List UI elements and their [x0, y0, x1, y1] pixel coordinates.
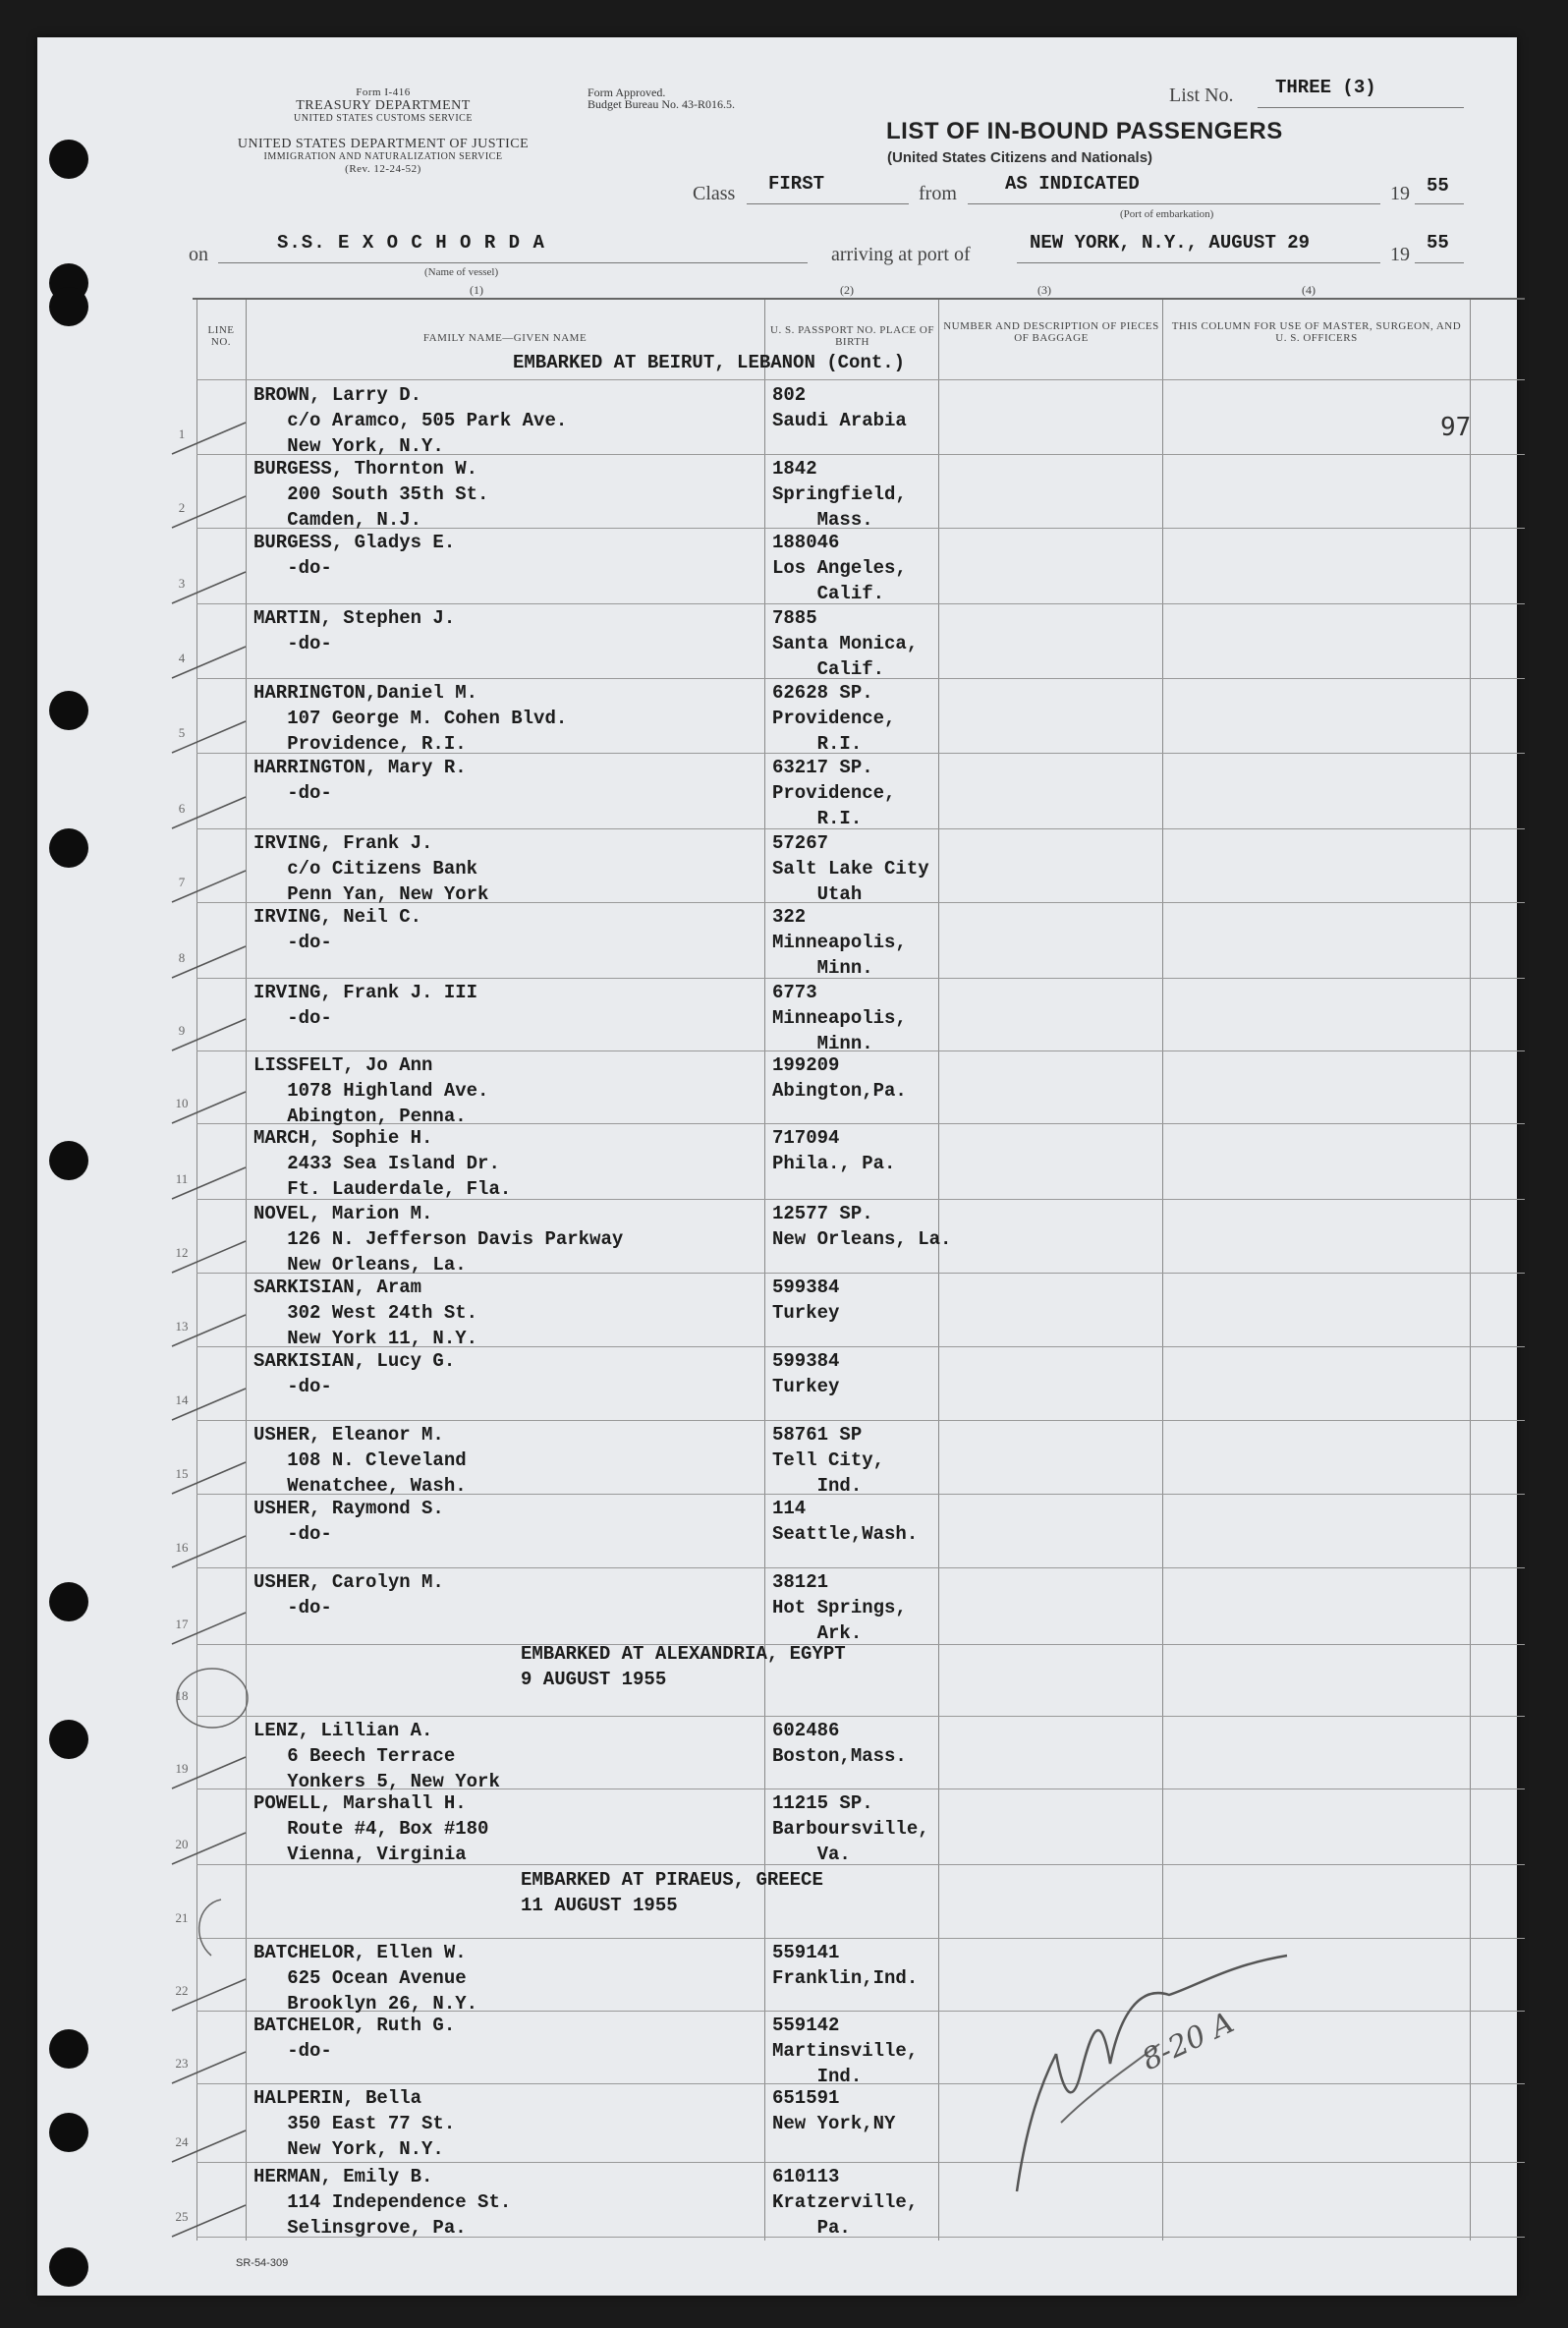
passenger-name: POWELL, Marshall H. Route #4, Box #180 Vienna, Virginia	[253, 1792, 489, 1865]
punch-hole	[49, 1582, 88, 1621]
line-number: 12	[175, 1245, 189, 1260]
check-mark	[167, 415, 255, 464]
passport-birthplace: 559142 Martinsville, Ind.	[772, 2015, 919, 2087]
passenger-name: BURGESS, Gladys E. -do-	[253, 532, 456, 579]
list-label: List No.	[1169, 85, 1234, 106]
line-number: 17	[175, 1617, 189, 1631]
col-officers: THIS COLUMN FOR USE OF MASTER, SURGEON, AND U. S. OFFICERS	[1171, 320, 1462, 344]
line-number: 24	[175, 2134, 189, 2149]
class-value: FIRST	[768, 173, 825, 195]
passport-birthplace: 62628 SP. Providence, R.I.	[772, 682, 896, 755]
check-mark	[167, 713, 255, 763]
check-mark	[167, 1528, 255, 1577]
header-rule	[196, 379, 1525, 380]
col-baggage: NUMBER AND DESCRIPTION OF PIECES OF BAGGAGE	[943, 320, 1159, 344]
line-number: 5	[178, 725, 186, 740]
line-number: 21	[175, 1910, 189, 1925]
passport-birthplace: 63217 SP. Providence, R.I.	[772, 757, 896, 829]
punch-hole	[49, 2029, 88, 2069]
vessel-name: S.S. E X O C H O R D A	[277, 232, 545, 254]
passport-birthplace: 58761 SP Tell City, Ind.	[772, 1424, 885, 1497]
check-mark	[167, 1749, 255, 1798]
line-number: 8	[178, 950, 186, 965]
punch-hole	[49, 287, 88, 326]
col-divider	[938, 300, 939, 2241]
year2-underline	[1415, 262, 1464, 263]
passport-birthplace: 1842 Springfield, Mass.	[772, 458, 907, 531]
class-underline	[747, 203, 909, 204]
passenger-name: NOVEL, Marion M. 126 N. Jefferson Davis Parkway New Orleans, La.	[253, 1203, 624, 1276]
passport-birthplace: 38121 Hot Springs, Ark.	[772, 1571, 907, 1644]
passport-birthplace: 802 Saudi Arabia	[772, 384, 907, 431]
year2-value: 55	[1427, 232, 1449, 254]
passenger-name: USHER, Eleanor M. 108 N. Cleveland Wenatchee, Wash.	[253, 1424, 467, 1497]
vessel-underline	[218, 262, 808, 263]
check-mark	[167, 1825, 255, 1874]
line-number: 3	[178, 576, 186, 591]
passenger-name: HALPERIN, Bella 350 East 77 St. New York, N.Y.	[253, 2087, 456, 2160]
passenger-name: BROWN, Larry D. c/o Aramco, 505 Park Ave. New York, N.Y.	[253, 384, 568, 457]
line-number: 23	[175, 2056, 189, 2071]
line-number: 9	[178, 1023, 186, 1038]
passenger-name: MARTIN, Stephen J. -do-	[253, 607, 456, 654]
class-label: Class	[693, 183, 736, 204]
passenger-name: SARKISIAN, Aram 302 West 24th St. New York 11, N.Y.	[253, 1277, 478, 1349]
col-name: FAMILY NAME—GIVEN NAME	[422, 332, 588, 344]
check-mark	[167, 863, 255, 912]
check-mark	[167, 488, 255, 538]
check-mark	[167, 1971, 255, 2020]
punch-hole	[49, 1141, 88, 1180]
on-label: on	[189, 244, 208, 265]
year-value: 55	[1427, 175, 1449, 197]
line-number: 15	[175, 1466, 189, 1481]
line-number: 22	[175, 1983, 189, 1998]
punch-hole	[49, 2113, 88, 2152]
list-underline	[1258, 107, 1464, 108]
col-divider	[764, 300, 765, 2241]
passenger-name: USHER, Carolyn M. -do-	[253, 1571, 444, 1618]
col-line-no: LINE NO.	[207, 324, 235, 348]
punch-hole	[49, 1720, 88, 1759]
row-divider	[196, 1567, 1525, 1568]
passenger-name: LENZ, Lillian A. 6 Beech Terrace Yonkers 5, New York	[253, 1720, 500, 1792]
year2-prefix: 19	[1390, 244, 1410, 265]
circled-line-number	[173, 1663, 252, 1732]
passenger-name: MARCH, Sophie H. 2433 Sea Island Dr. Ft. Lauderdale, Fla.	[253, 1127, 512, 1200]
passport-birthplace: 12577 SP. New Orleans, La.	[772, 1203, 952, 1250]
page-subtitle: (United States Citizens and Nationals)	[887, 149, 1153, 166]
check-mark	[167, 1381, 255, 1430]
check-mark	[167, 1160, 255, 1209]
from-underline	[968, 203, 1380, 204]
passport-birthplace: 188046 Los Angeles, Calif.	[772, 532, 907, 604]
passport-birthplace: 599384 Turkey	[772, 1350, 840, 1397]
colnum-1: (1)	[470, 283, 483, 297]
punch-hole	[49, 828, 88, 868]
approval-block: Form Approved. Budget Bureau No. 43-R016.5.	[588, 85, 735, 111]
arrival-port: NEW YORK, N.Y., AUGUST 29	[1030, 232, 1311, 254]
line-number: 20	[175, 1837, 189, 1851]
line-number: 4	[178, 651, 186, 665]
passenger-name: HARRINGTON,Daniel M. 107 George M. Cohen Blvd. Providence, R.I.	[253, 682, 568, 755]
passport-birthplace: 602486 Boston,Mass.	[772, 1720, 907, 1767]
circled-line-number	[187, 1895, 246, 1963]
passenger-name: BATCHELOR, Ellen W. 625 Ocean Avenue Brooklyn 26, N.Y.	[253, 1942, 478, 2015]
check-mark	[167, 2123, 255, 2172]
justice-block: UNITED STATES DEPARTMENT OF JUSTICE IMMIGRATION AND NATURALIZATION SERVICE (Rev. 12-24-52)	[237, 137, 530, 175]
check-mark	[167, 1011, 255, 1060]
passport-birthplace: 322 Minneapolis, Minn.	[772, 906, 907, 979]
punch-hole	[49, 140, 88, 179]
year-underline	[1415, 203, 1464, 204]
port-embark-note: (Port of embarkation)	[1120, 208, 1214, 220]
arriving-label: arriving at port of	[831, 244, 971, 265]
line-number: 16	[175, 1540, 189, 1555]
colnum-2: (2)	[840, 283, 854, 297]
line-number: 10	[175, 1096, 189, 1110]
passport-birthplace: 7885 Santa Monica, Calif.	[772, 607, 919, 680]
signature-text: 8-20 A	[1137, 2005, 1240, 2078]
col-passport: U. S. PASSPORT NO. PLACE OF BIRTH	[770, 324, 934, 348]
passenger-name: IRVING, Frank J. III -do-	[253, 982, 478, 1029]
passport-birthplace: 610113 Kratzerville, Pa.	[772, 2166, 919, 2239]
check-mark	[167, 1233, 255, 1282]
vessel-note: (Name of vessel)	[424, 266, 499, 278]
passenger-name: LISSFELT, Jo Ann 1078 Highland Ave. Abington, Penna.	[253, 1054, 489, 1127]
line-number: 6	[178, 801, 186, 816]
passport-birthplace: 11215 SP. Barboursville, Va.	[772, 1792, 929, 1865]
section-alexandria: EMBARKED AT ALEXANDRIA, EGYPT 9 AUGUST 1955	[521, 1643, 846, 1690]
passport-birthplace: 559141 Franklin,Ind.	[772, 1942, 919, 1989]
list-number: THREE (3)	[1275, 77, 1376, 98]
line-number: 1	[178, 426, 186, 441]
passenger-name: HERMAN, Emily B. 114 Independence St. Selinsgrove, Pa.	[253, 2166, 512, 2239]
check-mark	[167, 1454, 255, 1504]
line-number: 13	[175, 1319, 189, 1334]
check-mark	[167, 2197, 255, 2246]
passport-birthplace: 651591 New York,NY	[772, 2087, 896, 2134]
passenger-name: IRVING, Frank J. c/o Citizens Bank Penn Yan, New York	[253, 832, 489, 905]
year-prefix: 19	[1390, 183, 1410, 204]
passenger-name: BATCHELOR, Ruth G. -do-	[253, 2015, 456, 2062]
page-title: LIST OF IN-BOUND PASSENGERS	[886, 118, 1283, 144]
line-number: 2	[178, 500, 186, 515]
line-number: 18	[175, 1688, 189, 1703]
passenger-name: IRVING, Neil C. -do-	[253, 906, 422, 953]
passport-birthplace: 717094 Phila., Pa.	[772, 1127, 896, 1174]
colnum-3: (3)	[1037, 283, 1051, 297]
passenger-name: SARKISIAN, Lucy G. -do-	[253, 1350, 456, 1397]
passport-birthplace: 114 Seattle,Wash.	[772, 1498, 919, 1545]
check-mark	[167, 639, 255, 688]
check-mark	[167, 938, 255, 988]
colnum-4: (4)	[1302, 283, 1316, 297]
section-piraeus: EMBARKED AT PIRAEUS, GREECE 11 AUGUST 1955	[521, 1869, 823, 1916]
from-label: from	[919, 183, 957, 204]
section-beirut: EMBARKED AT BEIRUT, LEBANON (Cont.)	[513, 352, 906, 373]
line-number: 14	[175, 1392, 189, 1407]
passport-birthplace: 199209 Abington,Pa.	[772, 1054, 907, 1102]
check-mark	[167, 1084, 255, 1133]
passenger-name: BURGESS, Thornton W. 200 South 35th St. Camden, N.J.	[253, 458, 489, 531]
line-number: 7	[178, 875, 186, 889]
check-mark	[167, 1605, 255, 1654]
punch-hole	[49, 2247, 88, 2287]
table-top-rule	[193, 298, 1525, 300]
margin-note: 97	[1440, 413, 1472, 442]
col-divider	[1470, 300, 1471, 2241]
line-number: 11	[175, 1171, 189, 1186]
line-number: 25	[175, 2209, 189, 2224]
row-divider	[196, 1716, 1525, 1717]
passenger-name: USHER, Raymond S. -do-	[253, 1498, 444, 1545]
check-mark	[167, 2044, 255, 2093]
check-mark	[167, 789, 255, 838]
check-mark	[167, 1307, 255, 1356]
punch-hole	[49, 691, 88, 730]
row-divider	[196, 1420, 1525, 1421]
check-mark	[167, 564, 255, 613]
passport-birthplace: 57267 Salt Lake City Utah	[772, 832, 929, 905]
arrival-underline	[1017, 262, 1380, 263]
from-value: AS INDICATED	[1005, 173, 1140, 195]
line-number: 19	[175, 1761, 189, 1776]
passport-birthplace: 599384 Turkey	[772, 1277, 840, 1324]
treasury-block: Form I-416 TREASURY DEPARTMENT UNITED STATES CUSTOMS SERVICE	[294, 86, 473, 124]
form-footer: SR-54-309	[236, 2257, 289, 2269]
passport-birthplace: 6773 Minneapolis, Minn.	[772, 982, 907, 1054]
passenger-name: HARRINGTON, Mary R. -do-	[253, 757, 467, 804]
